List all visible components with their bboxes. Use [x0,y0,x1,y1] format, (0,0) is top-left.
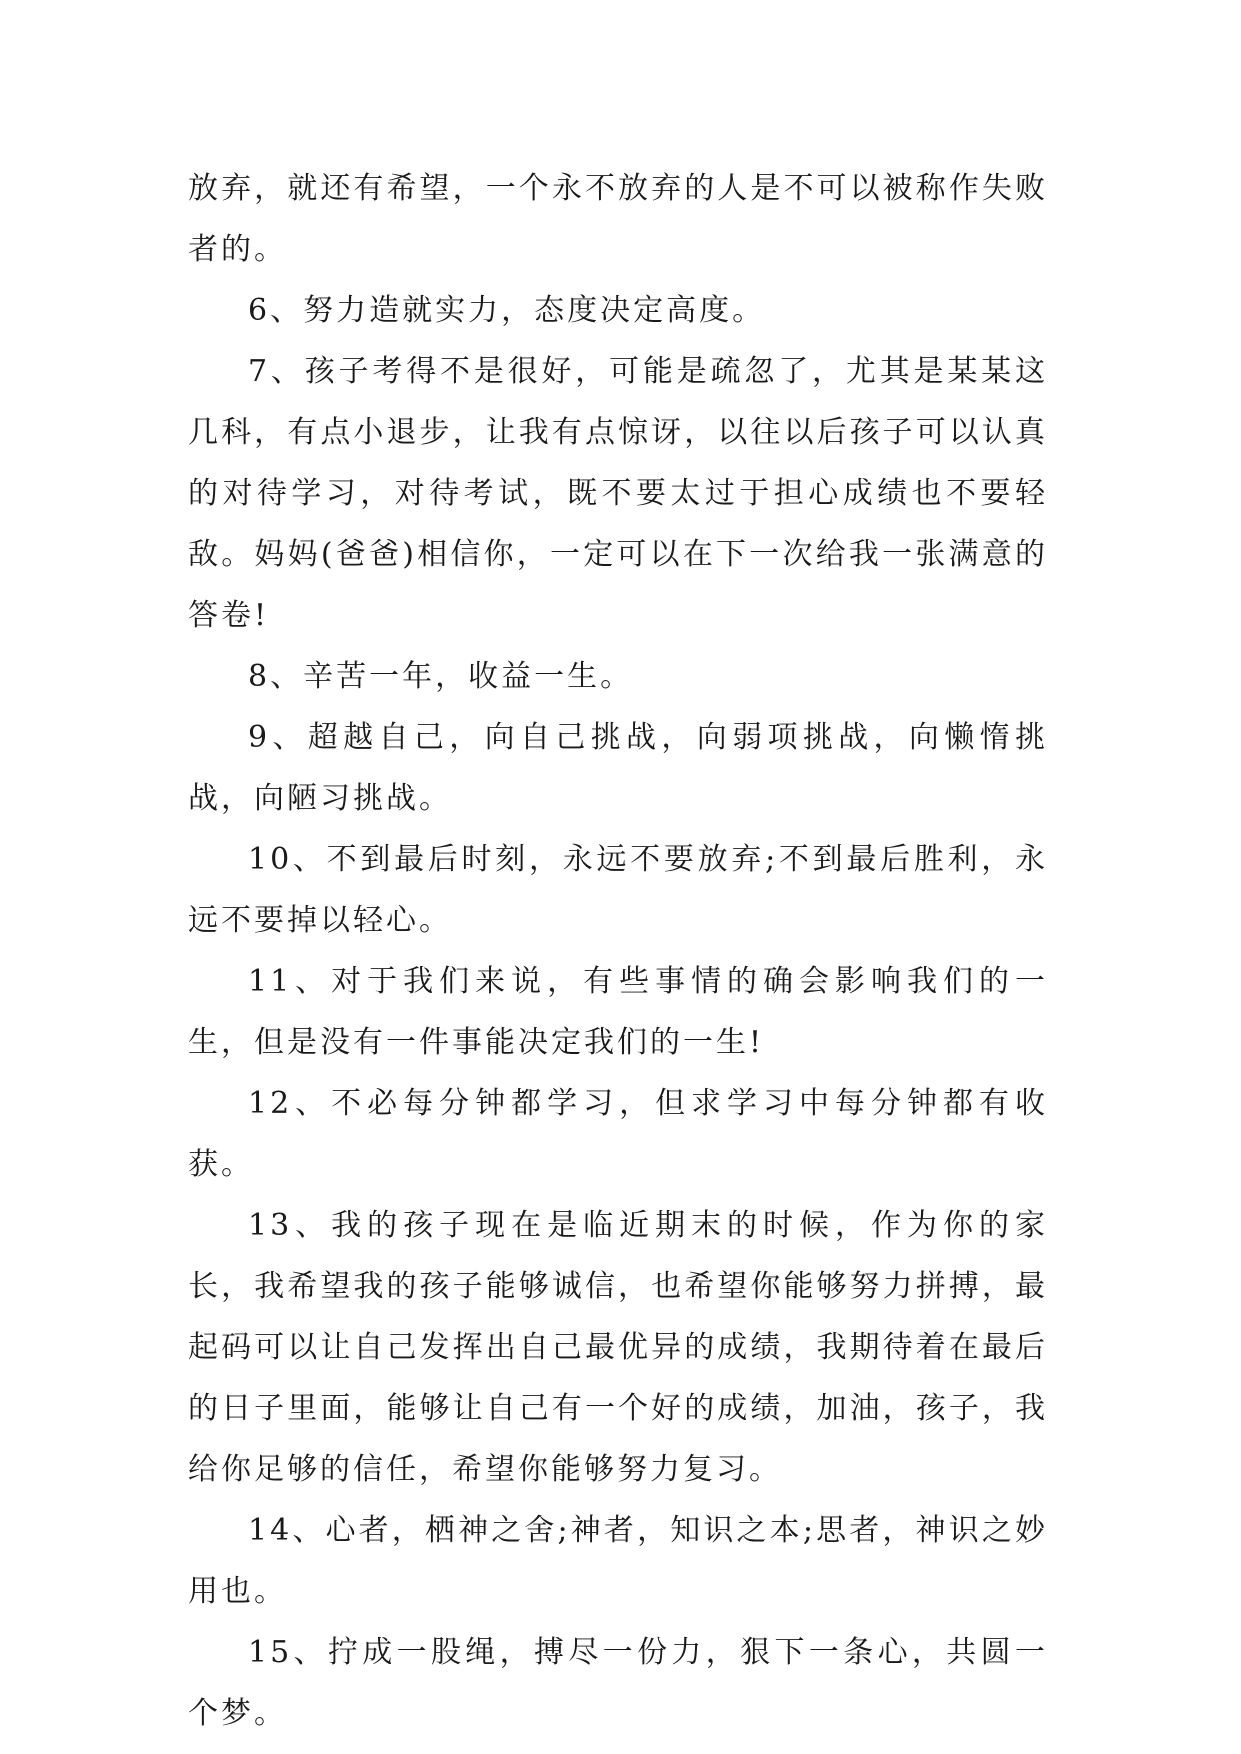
paragraph-item-6: 6、努力造就实力，态度决定高度。 [248,293,766,328]
document-page [188,158,1048,1744]
paragraph-item-15: 15、拧成一股绳，搏尽一份力，狠下一条心，共圆一个梦。 [188,1635,1048,1731]
paragraph-item-8: 8、辛苦一年，收益一生。 [248,659,634,694]
paragraph-item-10: 10、不到最后时刻，永远不要放弃;不到最后胜利，永远不要掉以轻心。 [188,842,1048,938]
paragraph-continuation: 放弃，就还有希望，一个永不放弃的人是不可以被称作失败者的。 [188,171,1048,267]
paragraph-item-14: 14、心者，栖神之舍;神者，知识之本;思者，神识之妙用也。 [188,1513,1048,1609]
paragraph-item-9: 9、超越自己，向自己挑战，向弱项挑战，向懒惰挑战，向陋习挑战。 [188,720,1048,816]
paragraph-item-12: 12、不必每分钟都学习，但求学习中每分钟都有收获。 [188,1086,1048,1182]
paragraph-item-7: 7、孩子考得不是很好，可能是疏忽了，尤其是某某这几科，有点小退步，让我有点惊讶，以往以后孩子可以认真的对待学习，对待考试，既不要太过于担心成绩也不要轻敌。妈妈(爸爸)相信你，一定可以在下一次给我一张满意的答卷! [188,354,1048,633]
paragraph-item-11: 11、对于我们来说，有些事情的确会影响我们的一生，但是没有一件事能决定我们的一生! [188,964,1048,1060]
paragraph-item-13: 13、我的孩子现在是临近期末的时候，作为你的家长，我希望我的孩子能够诚信，也希望你能够努力拼搏，最起码可以让自己发挥出自己最优异的成绩，我期待着在最后的日子里面，能够让自己有一个好的成绩，加油，孩子，我给你足够的信任，希望你能够努力复习。 [188,1208,1048,1487]
